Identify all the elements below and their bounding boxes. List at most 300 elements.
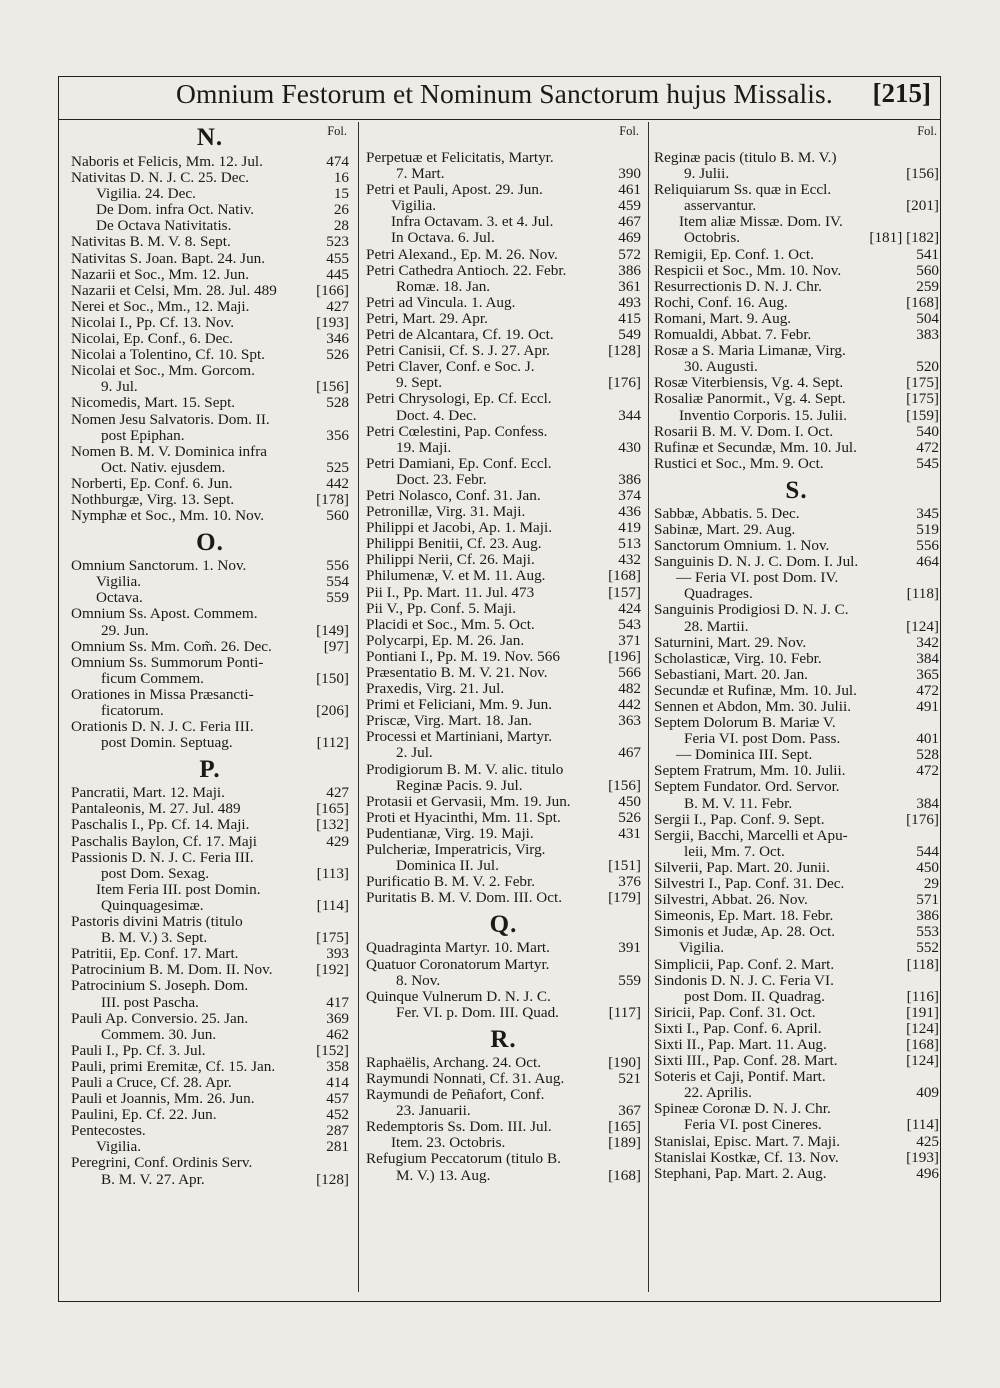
entry-folio: 415: [618, 309, 641, 327]
entry-text: Item. 23. Octobris.: [391, 1134, 506, 1152]
entry-folio: [168]: [608, 567, 641, 585]
entry-text: Scholasticæ, Virg. 10. Febr.: [654, 649, 822, 667]
index-entry: [654, 230, 939, 246]
entry-folio: 472: [916, 438, 939, 456]
index-entry: [366, 408, 641, 424]
entry-folio: 414: [326, 1073, 349, 1091]
index-entry: [71, 671, 349, 687]
entry-folio: [637, 424, 641, 440]
index-entry: [654, 440, 939, 456]
entry-folio: [175]: [316, 929, 349, 947]
entry-text: Rufinæ et Secundæ, Mm. 10. Jul.: [654, 438, 857, 456]
index-entry: [71, 785, 349, 801]
entry-text: Petronillæ, Virg. 31. Maji.: [366, 503, 526, 521]
entry-text: leii, Mm. 7. Oct.: [684, 842, 785, 860]
entry-folio: [201]: [906, 197, 939, 215]
entry-text: Paschalis Baylon, Cf. 17. Maji: [71, 832, 258, 850]
entry-folio: [345, 882, 349, 898]
index-entry: [71, 412, 349, 428]
entry-folio: [935, 715, 939, 731]
entry-folio: 520: [916, 358, 939, 376]
entry-folio: [637, 1087, 641, 1103]
entry-folio: 29: [923, 875, 939, 893]
index-entry: [366, 424, 641, 440]
entry-folio: [345, 914, 349, 930]
entry-text: 8. Nov.: [396, 971, 441, 989]
index-entry: [366, 166, 641, 182]
index-entry: [71, 428, 349, 444]
index-entry: [654, 699, 939, 715]
entry-text: Rosæ a S. Maria Limanæ, Virg.: [654, 342, 846, 360]
section-letter: P.: [199, 756, 221, 784]
index-entry: [366, 1103, 641, 1119]
entry-folio: 445: [326, 265, 349, 283]
entry-folio: [112]: [316, 734, 349, 752]
index-entry: [366, 810, 641, 826]
entry-folio: 559: [618, 971, 641, 989]
entry-folio: [189]: [608, 1134, 641, 1152]
entry-text: Inventio Corporis. 15. Julii.: [679, 406, 847, 424]
entry-folio: [128]: [316, 1170, 349, 1188]
index-entry: [71, 703, 349, 719]
index-entry: [71, 655, 349, 671]
entry-text: Vigilia.: [391, 197, 437, 215]
entry-folio: 425: [916, 1132, 939, 1150]
index-entry: [654, 198, 939, 214]
entry-folio: 361: [618, 277, 641, 295]
index-entry: [366, 1151, 641, 1167]
index-entry: [71, 1011, 349, 1027]
entry-folio: [935, 1101, 939, 1117]
index-entry: [366, 552, 641, 568]
entry-folio: [117]: [608, 1003, 641, 1021]
entry-text: Dominica II. Jul.: [396, 857, 499, 875]
entry-folio: 365: [916, 665, 939, 683]
entry-folio: 401: [916, 730, 939, 748]
index-entry: [71, 508, 349, 524]
entry-text: Redemptoris Ss. Dom. III. Jul.: [366, 1118, 552, 1136]
index-entry: [71, 267, 349, 283]
index-entry: [366, 295, 641, 311]
entry-text: Norberti, Ep. Conf. 6. Jun.: [71, 474, 233, 492]
entry-text: Sergii, Bacchi, Marcelli et Apu-: [654, 826, 848, 844]
index-entry: [366, 247, 641, 263]
index-entry: [654, 1101, 939, 1117]
index-entry: [366, 359, 641, 375]
page-title: Omnium Festorum et Nominum Sanctorum hujus Missalis.: [176, 78, 833, 109]
entry-text: Simeonis, Ep. Mart. 18. Febr.: [654, 907, 834, 925]
entry-text: Philumenæ, V. et M. 11. Aug.: [366, 567, 546, 585]
entry-folio: [175]: [906, 390, 939, 408]
entry-folio: [176]: [608, 374, 641, 392]
index-entry: [654, 343, 939, 359]
entry-folio: [190]: [608, 1053, 641, 1071]
index-entry: [366, 778, 641, 794]
index-entry: [654, 1134, 939, 1150]
entry-folio: [118]: [906, 585, 939, 603]
index-entry: [366, 681, 641, 697]
index-entry: [654, 247, 939, 263]
entry-text: Paschalis I., Pp. Cf. 14. Maji.: [71, 816, 250, 834]
index-entry: [71, 460, 349, 476]
entry-folio: [637, 456, 641, 472]
entry-folio: [179]: [608, 889, 641, 907]
index-entry: [654, 779, 939, 795]
index-entry: [71, 1107, 349, 1123]
entry-text: Sebastiani, Mart. 20. Jan.: [654, 665, 808, 683]
entry-folio: 556: [916, 537, 939, 555]
entry-folio: 15: [333, 185, 349, 203]
index-entry: [654, 747, 939, 763]
entry-folio: [191]: [906, 1003, 939, 1021]
entry-folio: 16: [333, 169, 349, 187]
entry-text: Refugium Peccatorum (titulo B.: [366, 1150, 561, 1168]
index-entry: [71, 1027, 349, 1043]
index-entry: [654, 522, 939, 538]
index-entry: [366, 858, 641, 874]
index-entry: [366, 601, 641, 617]
entry-text: Doct. 4. Dec.: [396, 406, 477, 424]
index-entry: [654, 1053, 939, 1069]
index-entry: [654, 860, 939, 876]
folio-label: Fol.: [619, 124, 639, 138]
entry-text: Spineæ Coronæ D. N. J. Chr.: [654, 1100, 831, 1118]
entry-text: Octava.: [96, 589, 143, 607]
entry-text: Silvestri I., Pap. Conf. 31. Dec.: [654, 875, 845, 893]
index-entry: [71, 735, 349, 751]
index-entry: [71, 687, 349, 703]
index-entry: [654, 763, 939, 779]
entry-text: post Domin. Septuag.: [101, 734, 233, 752]
entry-text: Pauli I., Pp. Cf. 3. Jul.: [71, 1041, 206, 1059]
index-entry: [366, 842, 641, 858]
index-entry: [366, 633, 641, 649]
entry-folio: [935, 214, 939, 230]
entry-text: Nicolai et Soc., Mm. Gorcom.: [71, 362, 255, 380]
index-entry: [654, 1069, 939, 1085]
entry-text: Sanctorum Omnium. 1. Nov.: [654, 537, 830, 555]
entry-folio: 419: [618, 519, 641, 537]
index-entry: [654, 1150, 939, 1166]
entry-text: III. post Pascha.: [101, 993, 199, 1011]
entry-text: Pantaleonis, M. 27. Jul. 489: [71, 800, 241, 818]
entry-folio: [637, 842, 641, 858]
entry-folio: 427: [326, 297, 349, 315]
folio-label: Fol.: [327, 124, 347, 138]
entry-folio: [156]: [906, 165, 939, 183]
entry-folio: 469: [618, 229, 641, 247]
entry-text: Octobris.: [684, 229, 741, 247]
entry-folio: [193]: [316, 313, 349, 331]
index-entry: [71, 202, 349, 218]
entry-text: Simonis et Judæ, Ap. 28. Oct.: [654, 923, 835, 941]
entry-text: Philippi et Jacobi, Ap. 1. Maji.: [366, 519, 553, 537]
entry-folio: [345, 850, 349, 866]
entry-folio: [97]: [323, 637, 349, 655]
entry-folio: [345, 978, 349, 994]
entry-text: Commem. 30. Jun.: [101, 1025, 217, 1043]
folio-label: Fol.: [917, 124, 937, 138]
entry-folio: [637, 989, 641, 1005]
entry-text: post Epiphan.: [101, 426, 185, 444]
index-entry: [71, 898, 349, 914]
entry-text: 2. Jul.: [396, 744, 433, 762]
entry-folio: [152]: [316, 1041, 349, 1059]
index-entry: [71, 978, 349, 994]
entry-text: B. M. V. 27. Apr.: [101, 1170, 205, 1188]
entry-folio: [124]: [906, 617, 939, 635]
index-entry: [654, 876, 939, 892]
index-entry: [654, 989, 939, 1005]
entry-folio: 358: [326, 1057, 349, 1075]
entry-text: Petri Claver, Conf. e Soc. J.: [366, 358, 535, 376]
entry-text: Processi et Martiniani, Martyr.: [366, 728, 553, 746]
entry-folio: [637, 359, 641, 375]
entry-folio: 482: [618, 680, 641, 698]
index-entry: [654, 263, 939, 279]
index-entry: [654, 586, 939, 602]
entry-text: Passionis D. N. J. C. Feria III.: [71, 848, 254, 866]
entry-text: Sergii I., Pap. Conf. 9. Sept.: [654, 810, 825, 828]
entry-text: Vigilia.: [679, 939, 725, 957]
index-entry: [366, 504, 641, 520]
entry-text: post Dom. Sexag.: [101, 864, 209, 882]
entry-text: Petri Damiani, Ep. Conf. Eccl.: [366, 454, 552, 472]
entry-folio: 467: [618, 744, 641, 762]
entry-text: Purificatio B. M. V. 2. Febr.: [366, 873, 536, 891]
entry-folio: [178]: [316, 490, 349, 508]
entry-folio: 281: [326, 1138, 349, 1156]
entry-text: Nerei et Soc., Mm., 12. Maji.: [71, 297, 250, 315]
index-entry: [71, 930, 349, 946]
entry-folio: 424: [618, 599, 641, 617]
entry-text: Petri Chrysologi, Ep. Cf. Eccl.: [366, 390, 552, 408]
entry-folio: [175]: [906, 374, 939, 392]
index-entry: [654, 279, 939, 295]
entry-folio: [935, 828, 939, 844]
entry-text: Naboris et Felicis, Mm. 12. Jul.: [71, 153, 263, 170]
entry-text: 9. Jul.: [101, 378, 138, 396]
entry-folio: 543: [618, 615, 641, 633]
entry-folio: 345: [916, 504, 939, 522]
entry-folio: [168]: [608, 1166, 641, 1184]
entry-text: Pauli a Cruce, Cf. 28. Apr.: [71, 1073, 232, 1091]
entry-text: Reliquiarum Ss. quæ in Eccl.: [654, 181, 832, 199]
index-entry: [71, 1091, 349, 1107]
entry-folio: [159]: [906, 406, 939, 424]
entry-folio: [637, 762, 641, 778]
entry-folio: [345, 412, 349, 428]
index-entry: [654, 311, 939, 327]
entry-text: 28. Martii.: [684, 617, 749, 635]
entry-folio: 452: [326, 1106, 349, 1124]
entry-text: Nativitas S. Joan. Bapt. 24. Jun.: [71, 249, 266, 267]
index-entry: [654, 731, 939, 747]
entry-text: Petri Alexand., Ep. M. 26. Nov.: [366, 245, 558, 263]
entry-folio: 525: [326, 458, 349, 476]
entry-folio: [206]: [316, 702, 349, 719]
entry-folio: 384: [916, 649, 939, 667]
index-entry: [71, 962, 349, 978]
entry-folio: [165]: [316, 800, 349, 818]
entry-folio: [637, 391, 641, 407]
entry-folio: 552: [916, 939, 939, 957]
index-entry: [71, 170, 349, 186]
index-entry: [366, 230, 641, 246]
index-entry: [366, 1005, 641, 1021]
entry-text: 22. Aprilis.: [684, 1084, 752, 1102]
entry-folio: [345, 444, 349, 460]
index-entry: [654, 408, 939, 424]
index-entry: [71, 476, 349, 492]
entry-text: Nazarii et Soc., Mm. 12. Jun.: [71, 265, 250, 283]
entry-text: Sanguinis D. N. J. C. Dom. I. Jul.: [654, 553, 859, 571]
entry-text: Prodigiorum B. M. V. alic. titulo: [366, 760, 564, 778]
index-entry: [71, 946, 349, 962]
entry-text: Vigilia.: [96, 573, 142, 591]
entry-folio: 544: [916, 842, 939, 860]
entry-text: De Octava Nativitatis.: [96, 217, 232, 235]
entry-folio: 26: [333, 201, 349, 219]
entry-text: Petri Nolasco, Conf. 31. Jan.: [366, 486, 541, 504]
entry-folio: [181] [182]: [869, 229, 939, 247]
entry-text: Nomen Jesu Salvatoris. Dom. II.: [71, 410, 270, 428]
page-number: [215]: [872, 78, 931, 108]
entry-folio: [637, 729, 641, 745]
entry-text: Raphaëlis, Archang. 24. Oct.: [366, 1053, 542, 1071]
index-entry: [654, 651, 939, 667]
entry-folio: [637, 150, 641, 166]
index-entry: [654, 715, 939, 731]
index-entry: [366, 1168, 641, 1184]
entry-folio: 28: [333, 217, 349, 235]
index-entry: [71, 234, 349, 250]
entry-text: Præsentatio B. M. V. 21. Nov.: [366, 664, 548, 681]
entry-folio: 371: [618, 631, 641, 649]
entry-folio: 430: [618, 438, 641, 456]
index-entry: [71, 623, 349, 639]
index-entry: [654, 844, 939, 860]
entry-folio: 367: [618, 1102, 641, 1120]
entry-folio: 504: [916, 309, 939, 327]
index-entry: [366, 826, 641, 842]
entry-text: Petri ad Vincula. 1. Aug.: [366, 293, 516, 311]
entry-text: Omnium Sanctorum. 1. Nov.: [71, 557, 247, 575]
entry-folio: 450: [618, 792, 641, 810]
entry-text: Proti et Hyacinthi, Mm. 11. Spt.: [366, 808, 561, 826]
index-entry: [71, 1059, 349, 1075]
entry-text: Petri, Mart. 29. Apr.: [366, 309, 488, 327]
index-entry: [366, 794, 641, 810]
entry-folio: 541: [916, 245, 939, 263]
entry-folio: 342: [916, 633, 939, 651]
entry-text: Soteris et Caji, Pontif. Mart.: [654, 1068, 826, 1086]
index-entry: [71, 834, 349, 850]
index-entry: [71, 606, 349, 622]
index-entry: [654, 1037, 939, 1053]
index-column-3: [654, 122, 939, 1300]
index-entry: [366, 150, 641, 166]
entry-text: Oct. Nativ. ejusdem.: [101, 458, 226, 476]
entry-folio: [132]: [316, 816, 349, 834]
entry-folio: 363: [618, 712, 641, 730]
entry-folio: [345, 363, 349, 379]
entry-text: Petri Cœlestini, Pap. Confess.: [366, 422, 548, 440]
entry-folio: [149]: [316, 621, 349, 639]
entry-text: Saturnini, Mart. 29. Nov.: [654, 633, 807, 651]
entry-folio: 287: [326, 1122, 349, 1140]
entry-folio: 374: [618, 486, 641, 504]
index-entry: [71, 817, 349, 833]
entry-text: Nothburgæ, Virg. 13. Sept.: [71, 490, 235, 508]
index-entry: [654, 683, 939, 699]
entry-folio: 386: [618, 261, 641, 279]
entry-text: — Feria VI. post Dom. IV.: [676, 569, 839, 587]
entry-folio: [345, 687, 349, 703]
index-entry: [71, 1139, 349, 1155]
entry-folio: 528: [916, 746, 939, 764]
index-entry: [71, 251, 349, 267]
entry-text: B. M. V.) 3. Sept.: [101, 929, 208, 947]
index-entry: [71, 299, 349, 315]
entry-text: Item Feria III. post Domin.: [96, 880, 261, 898]
entry-folio: 436: [618, 503, 641, 521]
entry-folio: 566: [618, 664, 641, 681]
entry-text: Stephani, Pap. Mart. 2. Aug.: [654, 1164, 827, 1182]
entry-folio: [637, 957, 641, 973]
entry-text: Romualdi, Abbat. 7. Febr.: [654, 326, 812, 344]
entry-text: Nymphæ et Soc., Mm. 10. Nov.: [71, 507, 265, 525]
entry-folio: [192]: [316, 961, 349, 979]
entry-folio: [124]: [906, 1019, 939, 1037]
entry-folio: 464: [916, 553, 939, 571]
index-entry: [366, 697, 641, 713]
index-entry: [71, 444, 349, 460]
entry-text: 9. Sept.: [396, 374, 442, 392]
index-column-2: [366, 122, 641, 1300]
index-entry: [366, 456, 641, 472]
entry-text: Patrocinium S. Joseph. Dom.: [71, 977, 249, 995]
index-entry: [366, 665, 641, 681]
entry-text: Nativitas B. M. V. 8. Sept.: [71, 233, 231, 251]
index-entry: [654, 506, 939, 522]
entry-folio: [157]: [608, 583, 641, 601]
entry-folio: 572: [618, 245, 641, 263]
index-entry: [366, 198, 641, 214]
entry-folio: 491: [916, 698, 939, 715]
index-entry: [71, 574, 349, 590]
index-entry: [366, 1055, 641, 1071]
index-entry: [654, 182, 939, 198]
entry-text: Petri Canisii, Cf. S. J. 27. Apr.: [366, 342, 550, 360]
entry-text: Priscæ, Virg. Mart. 18. Jan.: [366, 712, 533, 730]
entry-folio: 384: [916, 794, 939, 812]
entry-folio: [166]: [316, 281, 349, 299]
index-entry: [71, 850, 349, 866]
entry-folio: [345, 606, 349, 622]
entry-folio: [935, 779, 939, 795]
index-entry: [654, 375, 939, 391]
entry-text: Pauli Ap. Conversio. 25. Jan.: [71, 1009, 249, 1027]
index-entry: [71, 1155, 349, 1171]
entry-folio: 442: [326, 474, 349, 492]
entry-folio: 390: [618, 165, 641, 183]
entry-text: Pii I., Pp. Mart. 11. Jul. 473: [366, 583, 535, 601]
entry-folio: [124]: [906, 1052, 939, 1070]
entry-text: Quatuor Coronatorum Martyr.: [366, 955, 550, 973]
entry-text: De Dom. infra Oct. Nativ.: [96, 201, 255, 219]
entry-folio: 549: [618, 326, 641, 344]
